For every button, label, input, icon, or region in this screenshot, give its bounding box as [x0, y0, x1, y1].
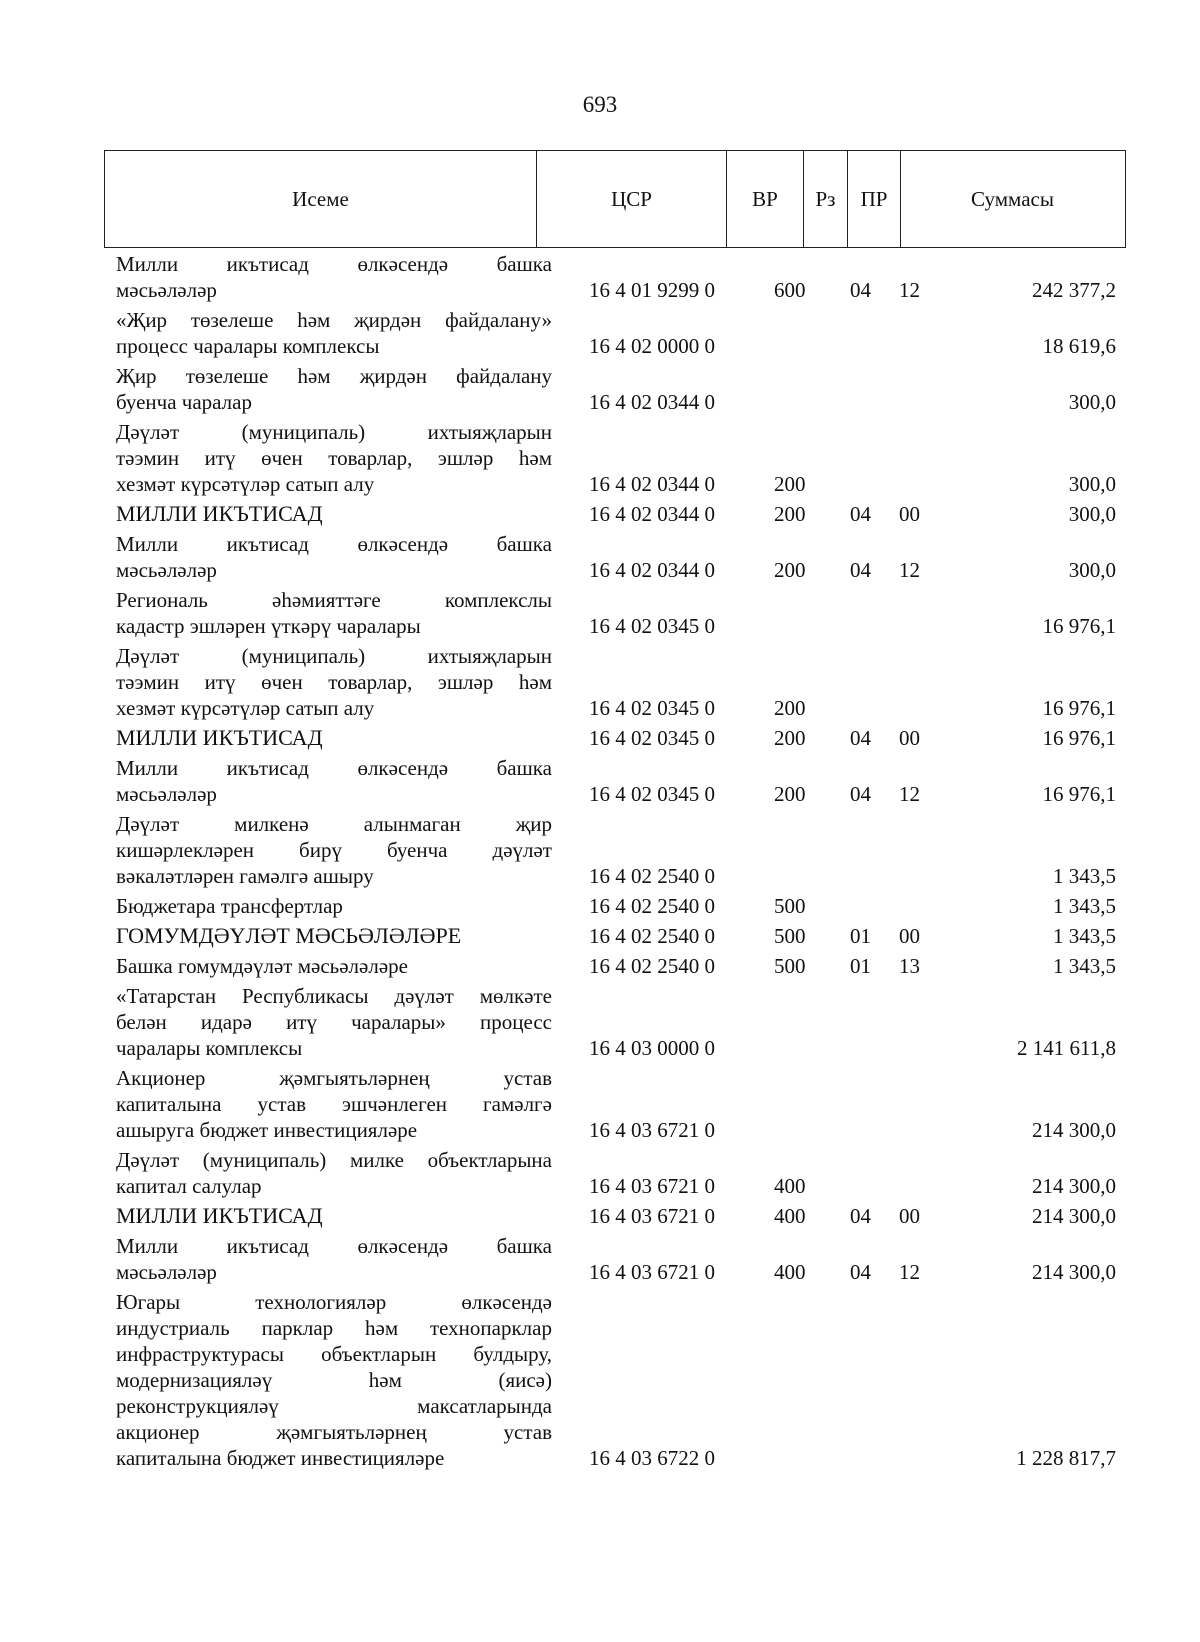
row-sum: 214 300,0 — [1032, 1118, 1116, 1142]
row-name — [116, 811, 552, 889]
table-row — [0, 419, 1200, 497]
row-rz: 04 — [850, 558, 871, 582]
row-csr: 16 4 01 9299 0 — [589, 278, 715, 302]
row-sum: 16 976,1 — [1042, 726, 1116, 750]
row-vr: 500 — [774, 954, 806, 978]
header-csr: ЦСР — [537, 151, 727, 247]
row-name-line: Башка гомумдәүләт мәсьәләләре — [116, 954, 408, 978]
table-row — [0, 643, 1200, 721]
row-name-line: процесс чаралары комплексы — [116, 334, 380, 358]
table-row — [0, 1289, 1200, 1471]
row-name-line: Бюджетара трансфертлар — [116, 894, 343, 918]
table-row — [0, 587, 1200, 639]
table-header — [104, 150, 1126, 248]
row-sum: 214 300,0 — [1032, 1260, 1116, 1284]
row-name-line: кадастр эшләрен үткәрү чаралары — [116, 614, 421, 638]
row-name-line: Дәүләт милкенә алынмаган җир — [116, 812, 552, 836]
row-name — [116, 587, 552, 639]
row-csr: 16 4 02 2540 0 — [589, 864, 715, 888]
row-name — [116, 725, 552, 751]
row-rz: 01 — [850, 924, 871, 948]
row-name-line: Милли икътисад өлкәсендә башка — [116, 1234, 552, 1258]
table-row — [0, 307, 1200, 359]
row-sum: 242 377,2 — [1032, 278, 1116, 302]
row-csr: 16 4 03 6721 0 — [589, 1118, 715, 1142]
row-name — [116, 307, 552, 359]
table-row — [0, 531, 1200, 583]
row-name — [116, 983, 552, 1061]
row-csr: 16 4 03 0000 0 — [589, 1036, 715, 1060]
row-name-line: мәсьәләләр — [116, 782, 217, 806]
row-csr: 16 4 02 2540 0 — [589, 894, 715, 918]
row-csr: 16 4 03 6722 0 — [589, 1446, 715, 1470]
row-name-line: индустриаль парклар һәм технопарклар — [116, 1316, 552, 1340]
row-vr: 200 — [774, 782, 806, 806]
row-sum: 2 141 611,8 — [1017, 1036, 1116, 1060]
row-name-line: Дәүләт (муниципаль) ихтыяҗларын — [116, 644, 552, 668]
row-csr: 16 4 03 6721 0 — [589, 1204, 715, 1228]
row-name-line: МИЛЛИ ИКЪТИСАД — [116, 501, 323, 526]
row-rz: 01 — [850, 954, 871, 978]
row-pr: 12 — [899, 1260, 920, 1284]
row-name-line: «Татарстан Республикасы дәүләт мөлкәте — [116, 984, 552, 1008]
row-sum: 214 300,0 — [1032, 1174, 1116, 1198]
row-sum: 16 976,1 — [1042, 782, 1116, 806]
row-name — [116, 1147, 552, 1199]
row-csr: 16 4 02 0344 0 — [589, 390, 715, 414]
row-name-line: тәэмин итү өчен товарлар, эшләр һәм — [116, 446, 552, 470]
header-name: Исеме — [105, 151, 537, 247]
row-sum: 300,0 — [1068, 472, 1116, 496]
row-name — [116, 1233, 552, 1285]
header-rz: Рз — [804, 151, 848, 247]
row-sum: 214 300,0 — [1032, 1204, 1116, 1228]
row-pr: 13 — [899, 954, 920, 978]
row-name — [116, 1203, 552, 1229]
header-pr: ПР — [848, 151, 901, 247]
table-row — [0, 251, 1200, 303]
row-name-line: хезмәт күрсәтүләр сатып алу — [116, 696, 375, 720]
row-vr: 200 — [774, 726, 806, 750]
table-row — [0, 1147, 1200, 1199]
row-sum: 18 619,6 — [1042, 334, 1116, 358]
row-name-line: Милли икътисад өлкәсендә башка — [116, 252, 552, 276]
table-row — [0, 1065, 1200, 1143]
row-name-line: «Җир төзелеше һәм җирдән файдалану» — [116, 308, 552, 332]
row-vr: 400 — [774, 1260, 806, 1284]
row-name-line: МИЛЛИ ИКЪТИСАД — [116, 1203, 323, 1228]
row-name-line: Дәүләт (муниципаль) милке объектларына — [116, 1148, 552, 1172]
row-sum: 1 343,5 — [1053, 954, 1116, 978]
row-name — [116, 923, 552, 949]
row-name-line: Региональ әһәмияттәге комплекслы — [116, 588, 552, 612]
header-sum: Суммасы — [971, 186, 1054, 211]
row-rz: 04 — [850, 502, 871, 526]
row-name-line: чаралары комплексы — [116, 1036, 303, 1060]
row-name-line: Дәүләт (муниципаль) ихтыяҗларын — [116, 420, 552, 444]
row-name — [116, 501, 552, 527]
row-pr: 00 — [899, 924, 920, 948]
row-name-line: Милли икътисад өлкәсендә башка — [116, 532, 552, 556]
row-name — [116, 643, 552, 721]
row-name — [116, 531, 552, 583]
row-sum: 300,0 — [1068, 558, 1116, 582]
row-name-line: Акционер җәмгыятьләрнең устав — [116, 1066, 552, 1090]
row-name-line: МИЛЛИ ИКЪТИСАД — [116, 725, 323, 750]
row-sum: 300,0 — [1068, 390, 1116, 414]
row-name-line: ГОМУМДӘҮЛӘТ МӘСЬӘЛӘЛӘРЕ — [116, 923, 462, 948]
table-row — [0, 1233, 1200, 1285]
row-name-line: вәкаләтләрен гамәлгә ашыру — [116, 864, 374, 888]
row-csr: 16 4 02 0345 0 — [589, 614, 715, 638]
row-csr: 16 4 02 0344 0 — [589, 502, 715, 526]
table-row — [0, 953, 1200, 979]
row-name-line: мәсьәләләр — [116, 278, 217, 302]
header-vr: ВР — [727, 151, 804, 247]
row-sum: 16 976,1 — [1042, 696, 1116, 720]
row-name-line: капиталына бюджет инвестицияләре — [116, 1446, 445, 1470]
row-csr: 16 4 02 0344 0 — [589, 558, 715, 582]
row-pr: 12 — [899, 558, 920, 582]
row-sum: 1 343,5 — [1053, 924, 1116, 948]
row-name-line: капитал салулар — [116, 1174, 262, 1198]
row-csr: 16 4 02 0344 0 — [589, 472, 715, 496]
row-rz: 04 — [850, 1204, 871, 1228]
row-name-line: Югары технологияләр өлкәсендә — [116, 1290, 552, 1314]
row-csr: 16 4 02 2540 0 — [589, 924, 715, 948]
row-pr: 12 — [899, 782, 920, 806]
row-sum: 1 343,5 — [1053, 894, 1116, 918]
row-name-line: модернизацияләү һәм (яисә) — [116, 1368, 552, 1392]
row-rz: 04 — [850, 782, 871, 806]
row-name-line: мәсьәләләр — [116, 558, 217, 582]
row-vr: 600 — [774, 278, 806, 302]
row-name-line: хезмәт күрсәтүләр сатып алу — [116, 472, 375, 496]
row-name-line: реконструкцияләү максатларында — [116, 1394, 552, 1418]
row-csr: 16 4 03 6721 0 — [589, 1260, 715, 1284]
row-sum: 300,0 — [1068, 502, 1116, 526]
row-name — [116, 755, 552, 807]
row-sum: 1 228 817,7 — [1016, 1446, 1116, 1470]
row-vr: 200 — [774, 696, 806, 720]
row-name — [116, 363, 552, 415]
row-vr: 400 — [774, 1174, 806, 1198]
row-vr: 400 — [774, 1204, 806, 1228]
row-pr: 00 — [899, 1204, 920, 1228]
row-csr: 16 4 02 0345 0 — [589, 782, 715, 806]
row-name-line: акционер җәмгыятьләрнең устав — [116, 1420, 552, 1444]
table-row — [0, 811, 1200, 889]
row-name-line: тәэмин итү өчен товарлар, эшләр һәм — [116, 670, 552, 694]
row-rz: 04 — [850, 1260, 871, 1284]
row-name — [116, 251, 552, 303]
row-name — [116, 1065, 552, 1143]
table-row — [0, 363, 1200, 415]
row-name-line: Милли икътисад өлкәсендә башка — [116, 756, 552, 780]
table-row — [0, 983, 1200, 1061]
row-vr: 500 — [774, 894, 806, 918]
row-name-line: буенча чаралар — [116, 390, 252, 414]
table-row — [0, 755, 1200, 807]
row-vr: 200 — [774, 472, 806, 496]
row-pr: 00 — [899, 726, 920, 750]
table-row — [0, 501, 1200, 527]
table-row — [0, 923, 1200, 949]
row-name — [116, 1289, 552, 1471]
row-vr: 200 — [774, 558, 806, 582]
row-csr: 16 4 02 0000 0 — [589, 334, 715, 358]
row-name-line: мәсьәләләр — [116, 1260, 217, 1284]
row-vr: 200 — [774, 502, 806, 526]
row-csr: 16 4 03 6721 0 — [589, 1174, 715, 1198]
table-row — [0, 725, 1200, 751]
row-rz: 04 — [850, 726, 871, 750]
row-rz: 04 — [850, 278, 871, 302]
row-sum: 16 976,1 — [1042, 614, 1116, 638]
row-name-line: Җир төзелеше һәм җирдән файдалану — [116, 364, 552, 388]
row-csr: 16 4 02 2540 0 — [589, 954, 715, 978]
table-row — [0, 1203, 1200, 1229]
row-pr: 00 — [899, 502, 920, 526]
row-name-line: ашыруга бюджет инвестицияләре — [116, 1118, 418, 1142]
row-pr: 12 — [899, 278, 920, 302]
page-number: 693 — [582, 92, 618, 117]
row-vr: 500 — [774, 924, 806, 948]
row-name-line: инфраструктурасы объектларын булдыру, — [116, 1342, 552, 1366]
row-csr: 16 4 02 0345 0 — [589, 726, 715, 750]
row-name — [116, 893, 552, 919]
row-name — [116, 953, 552, 979]
table-row — [0, 893, 1200, 919]
row-name-line: белән идарә итү чаралары» процесс — [116, 1010, 552, 1034]
row-name — [116, 419, 552, 497]
row-name-line: кишәрлекләрен бирү буенча дәүләт — [116, 838, 552, 862]
row-csr: 16 4 02 0345 0 — [589, 696, 715, 720]
row-sum: 1 343,5 — [1053, 864, 1116, 888]
row-name-line: капиталына устав эшчәнлеген гамәлгә — [116, 1092, 552, 1116]
